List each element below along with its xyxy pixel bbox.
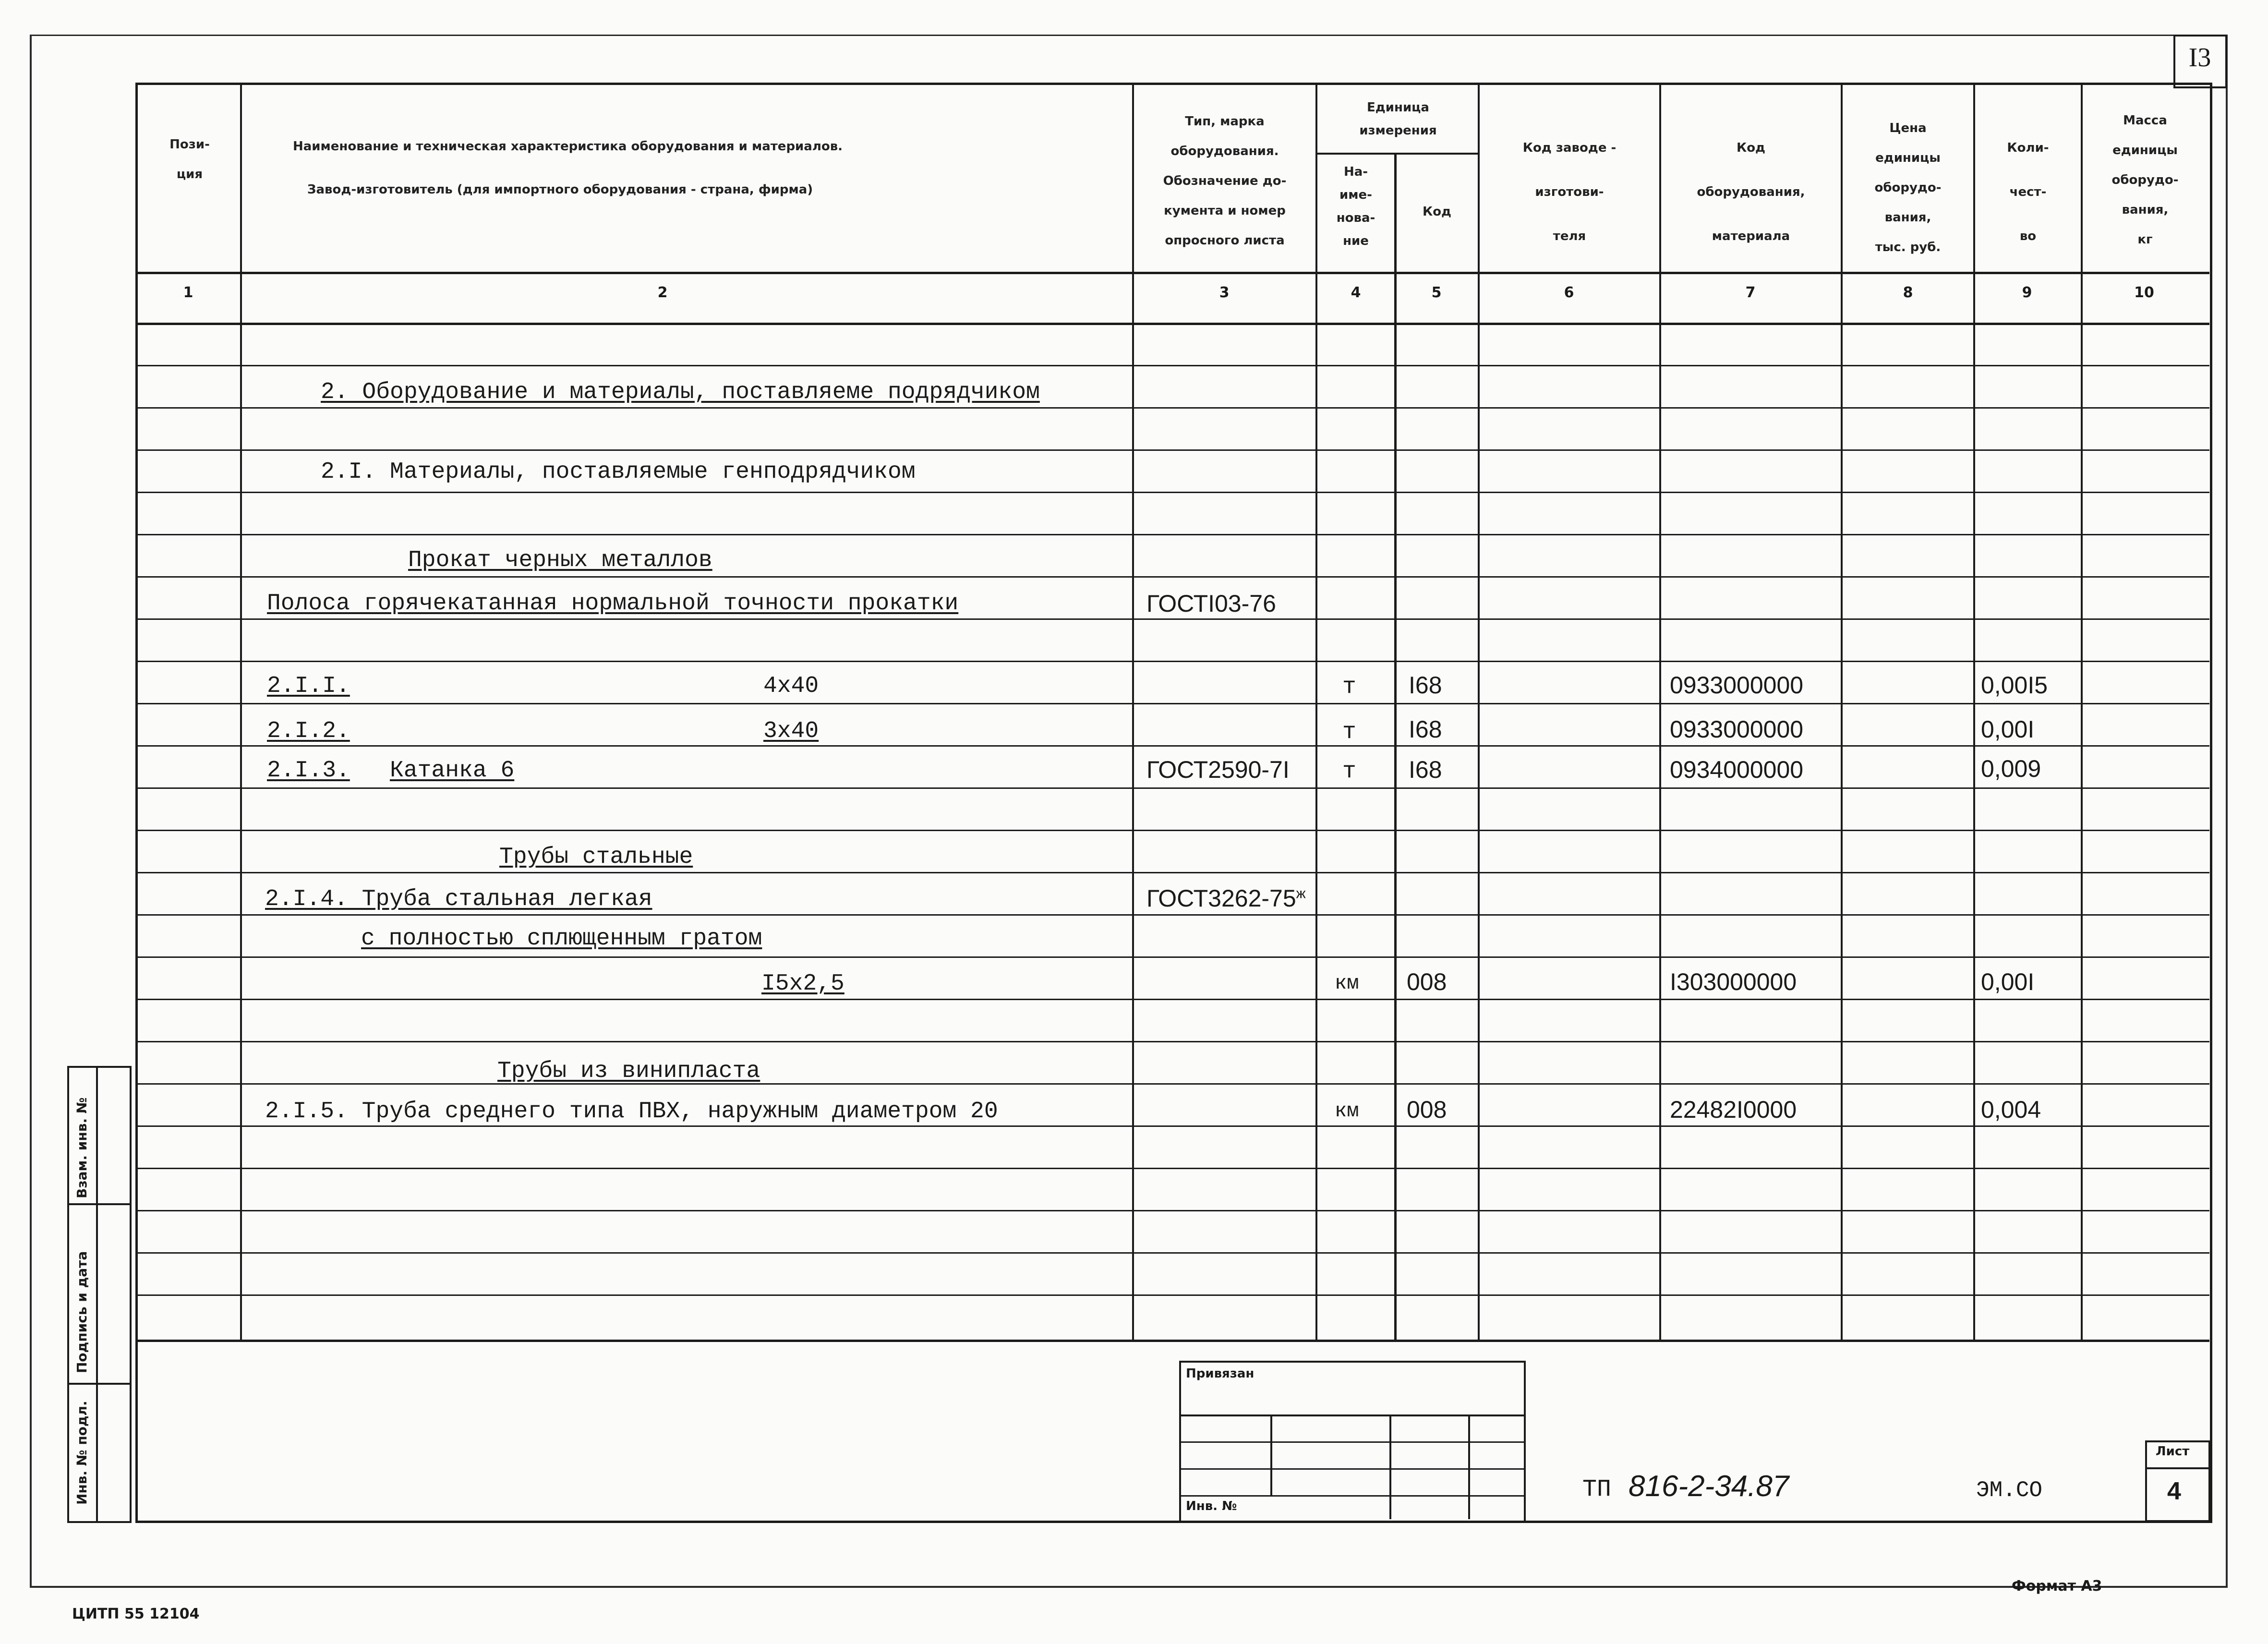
item2-position: 2.I.2. (267, 718, 350, 744)
row-line (135, 830, 2209, 831)
row-line (135, 745, 2209, 747)
item2-quantity: 0,00I (1981, 716, 2035, 743)
item4-quantity: 0,00I (1981, 968, 2035, 995)
header-bottom-line (135, 272, 2209, 274)
item4-material-code: I303000000 (1670, 968, 1797, 995)
item1-quantity: 0,00I5 (1981, 672, 2048, 699)
inventory-number-label: Инв. № (1186, 1499, 1237, 1513)
item4-standard-code: ГОСТ3262-75 (1146, 885, 1296, 912)
row-line (135, 1168, 2209, 1169)
item1-size: 4х40 (763, 673, 819, 699)
column-number-8: 8 (1903, 284, 1913, 301)
item1-unit: т (1342, 674, 1356, 700)
item5-line: 2.I.5. Труба среднего типа ПВХ, наружным диаметром 20 (265, 1099, 998, 1124)
sheet-number-line (2145, 1467, 2208, 1469)
item3-standard: ГОСТ2590-7I (1146, 756, 1290, 783)
header-mass: Масса единицы оборудо- вания, кг (2111, 113, 2179, 247)
column-number-10: 10 (2134, 284, 2154, 301)
strip-standard: ГОСТI03-76 (1146, 590, 1276, 617)
col-line (240, 83, 242, 1342)
row-line (135, 1294, 2209, 1296)
row-line (135, 661, 2209, 662)
format-label: Формат А3 (2012, 1578, 2102, 1595)
column-number-7: 7 (1745, 284, 1756, 301)
row-line (135, 492, 2209, 493)
row-line (135, 407, 2209, 409)
col-line (2081, 83, 2083, 1342)
header-price: Цена единицы оборудо- вания, тыс. руб. (1874, 121, 1942, 254)
publisher-code: ЦИТП 55 12104 (72, 1606, 200, 1622)
column-number-5: 5 (1431, 284, 1442, 301)
item5-quantity: 0,004 (1981, 1096, 2041, 1123)
side-label-replacement-inventory: Взам. инв. № (74, 1097, 90, 1198)
item4-standard-mark: ж (1296, 885, 1306, 902)
column-number-2: 2 (657, 284, 668, 301)
sheet-label: Лист (2156, 1444, 2190, 1459)
group-rolled-metal: Прокат черных металлов (408, 547, 712, 573)
column-number-4: 4 (1351, 284, 1361, 301)
item3-material-code: 0934000000 (1670, 756, 1804, 783)
item4-line1: 2.I.4. Труба стальная легкая (265, 886, 652, 912)
item1-material-code: 0933000000 (1670, 672, 1804, 699)
section-2-title: 2. Оборудование и материалы, поставляеме подрядчиком (321, 379, 1040, 405)
row-line (135, 999, 2209, 1000)
row-line (135, 703, 2209, 704)
item5-unit-code: 008 (1407, 1096, 1447, 1123)
item3-unit-code: I68 (1409, 756, 1442, 783)
item2-unit-code: I68 (1409, 716, 1442, 743)
side-label-original-inventory: Инв. № подл. (74, 1401, 90, 1505)
stamp-line (1179, 1414, 1524, 1416)
stamp-line (1179, 1468, 1524, 1470)
item4-unit-code: 008 (1407, 968, 1447, 995)
item2-unit: т (1342, 719, 1356, 745)
document-mark: ЭМ.СО (1976, 1478, 2043, 1503)
header-unit-code: Код (1422, 205, 1452, 219)
item4-line2: с полностью сплющенным гратом (361, 926, 762, 952)
project-code: 816-2-34.87 (1629, 1470, 1789, 1503)
item5-unit: км (1335, 1100, 1359, 1123)
item2-material-code: 0933000000 (1670, 716, 1804, 743)
row-line (135, 787, 2209, 789)
header-type: Тип, марка оборудования. Обозначение до- кумента и номер опросного листа (1163, 114, 1287, 248)
header-position: Пози- ция (169, 137, 210, 181)
group-steel-pipes: Трубы стальные (499, 844, 693, 870)
item1-position: 2.I.I. (267, 673, 350, 699)
stamp-line (1179, 1495, 1524, 1497)
col-line (1973, 83, 1975, 1342)
side-label-signature-date: Подпись и дата (74, 1251, 90, 1373)
item3-unit: т (1342, 759, 1356, 785)
item3-name: Катанка 6 (390, 758, 515, 784)
item1-unit-code: I68 (1409, 672, 1442, 699)
group-vinyl-pipes: Трубы из винипласта (497, 1058, 760, 1084)
row-line (135, 914, 2209, 916)
item5-material-code: 22482I0000 (1670, 1096, 1797, 1123)
section-2-1-title: 2.I. Материалы, поставляемые генподрядчиком (321, 459, 916, 485)
colnum-bottom-line (135, 323, 2209, 325)
row-line (135, 1125, 2209, 1127)
sheet-corner-number: I3 (2188, 43, 2211, 73)
row-line (135, 1083, 2209, 1085)
row-line (135, 1210, 2209, 1211)
item3-position: 2.I.3. (267, 758, 350, 784)
stamp-line (1179, 1441, 1524, 1443)
header-unit-group: Единица измерения (1359, 100, 1437, 138)
item3-quantity: 0,009 (1981, 755, 2041, 782)
row-line (135, 872, 2209, 873)
project-prefix: ТП (1582, 1476, 1612, 1503)
side-stamp-line (67, 1203, 130, 1205)
row-line (135, 1252, 2209, 1254)
stamp-col-line (1270, 1414, 1272, 1496)
col-line (1841, 83, 1843, 1342)
header-name-line2: Завод-изготовитель (для импортного оборудования - страна, фирма) (307, 182, 813, 197)
column-number-1: 1 (183, 284, 193, 301)
item4-size: I5х2,5 (761, 971, 844, 997)
side-stamp-line (67, 1383, 130, 1385)
col-line (1132, 83, 1134, 1342)
row-line (135, 576, 2209, 578)
item4-unit: км (1335, 972, 1359, 995)
item4-standard (1146, 884, 1306, 912)
row-line (135, 618, 2209, 620)
col-line (1478, 83, 1480, 1342)
row-line (135, 956, 2209, 958)
strip-name: Полоса горячекатанная нормальной точности прокатки (267, 591, 959, 616)
stamp-col-line (1389, 1414, 1391, 1519)
item2-size: 3х40 (763, 718, 819, 744)
column-number-3: 3 (1219, 284, 1230, 301)
unit-group-line (1315, 153, 1479, 155)
sheet-number: 4 (2167, 1477, 2181, 1505)
header-quantity: Коли- чест- во (2007, 141, 2049, 243)
attached-label: Привязан (1186, 1366, 1255, 1381)
header-factory-code: Код заводе - изготови- теля (1522, 141, 1617, 243)
row-line (135, 1041, 2209, 1042)
col-line (1315, 83, 1317, 1342)
column-number-6: 6 (1564, 284, 1574, 301)
header-material-code: Код оборудования, материала (1697, 141, 1805, 243)
grid-bottom-line (135, 1340, 2209, 1342)
row-line (135, 534, 2209, 535)
row-line (135, 365, 2209, 366)
col-line (1394, 153, 1397, 1342)
header-unit-name: На- име- нова- ние (1336, 165, 1375, 248)
stamp-col-line (1468, 1414, 1470, 1519)
header-name-line1: Наименование и техническая характеристика оборудования и материалов. (293, 139, 843, 154)
col-line (1659, 83, 1661, 1342)
row-line (135, 449, 2209, 451)
side-stamp-divider (96, 1066, 98, 1521)
column-number-9: 9 (2022, 284, 2032, 301)
